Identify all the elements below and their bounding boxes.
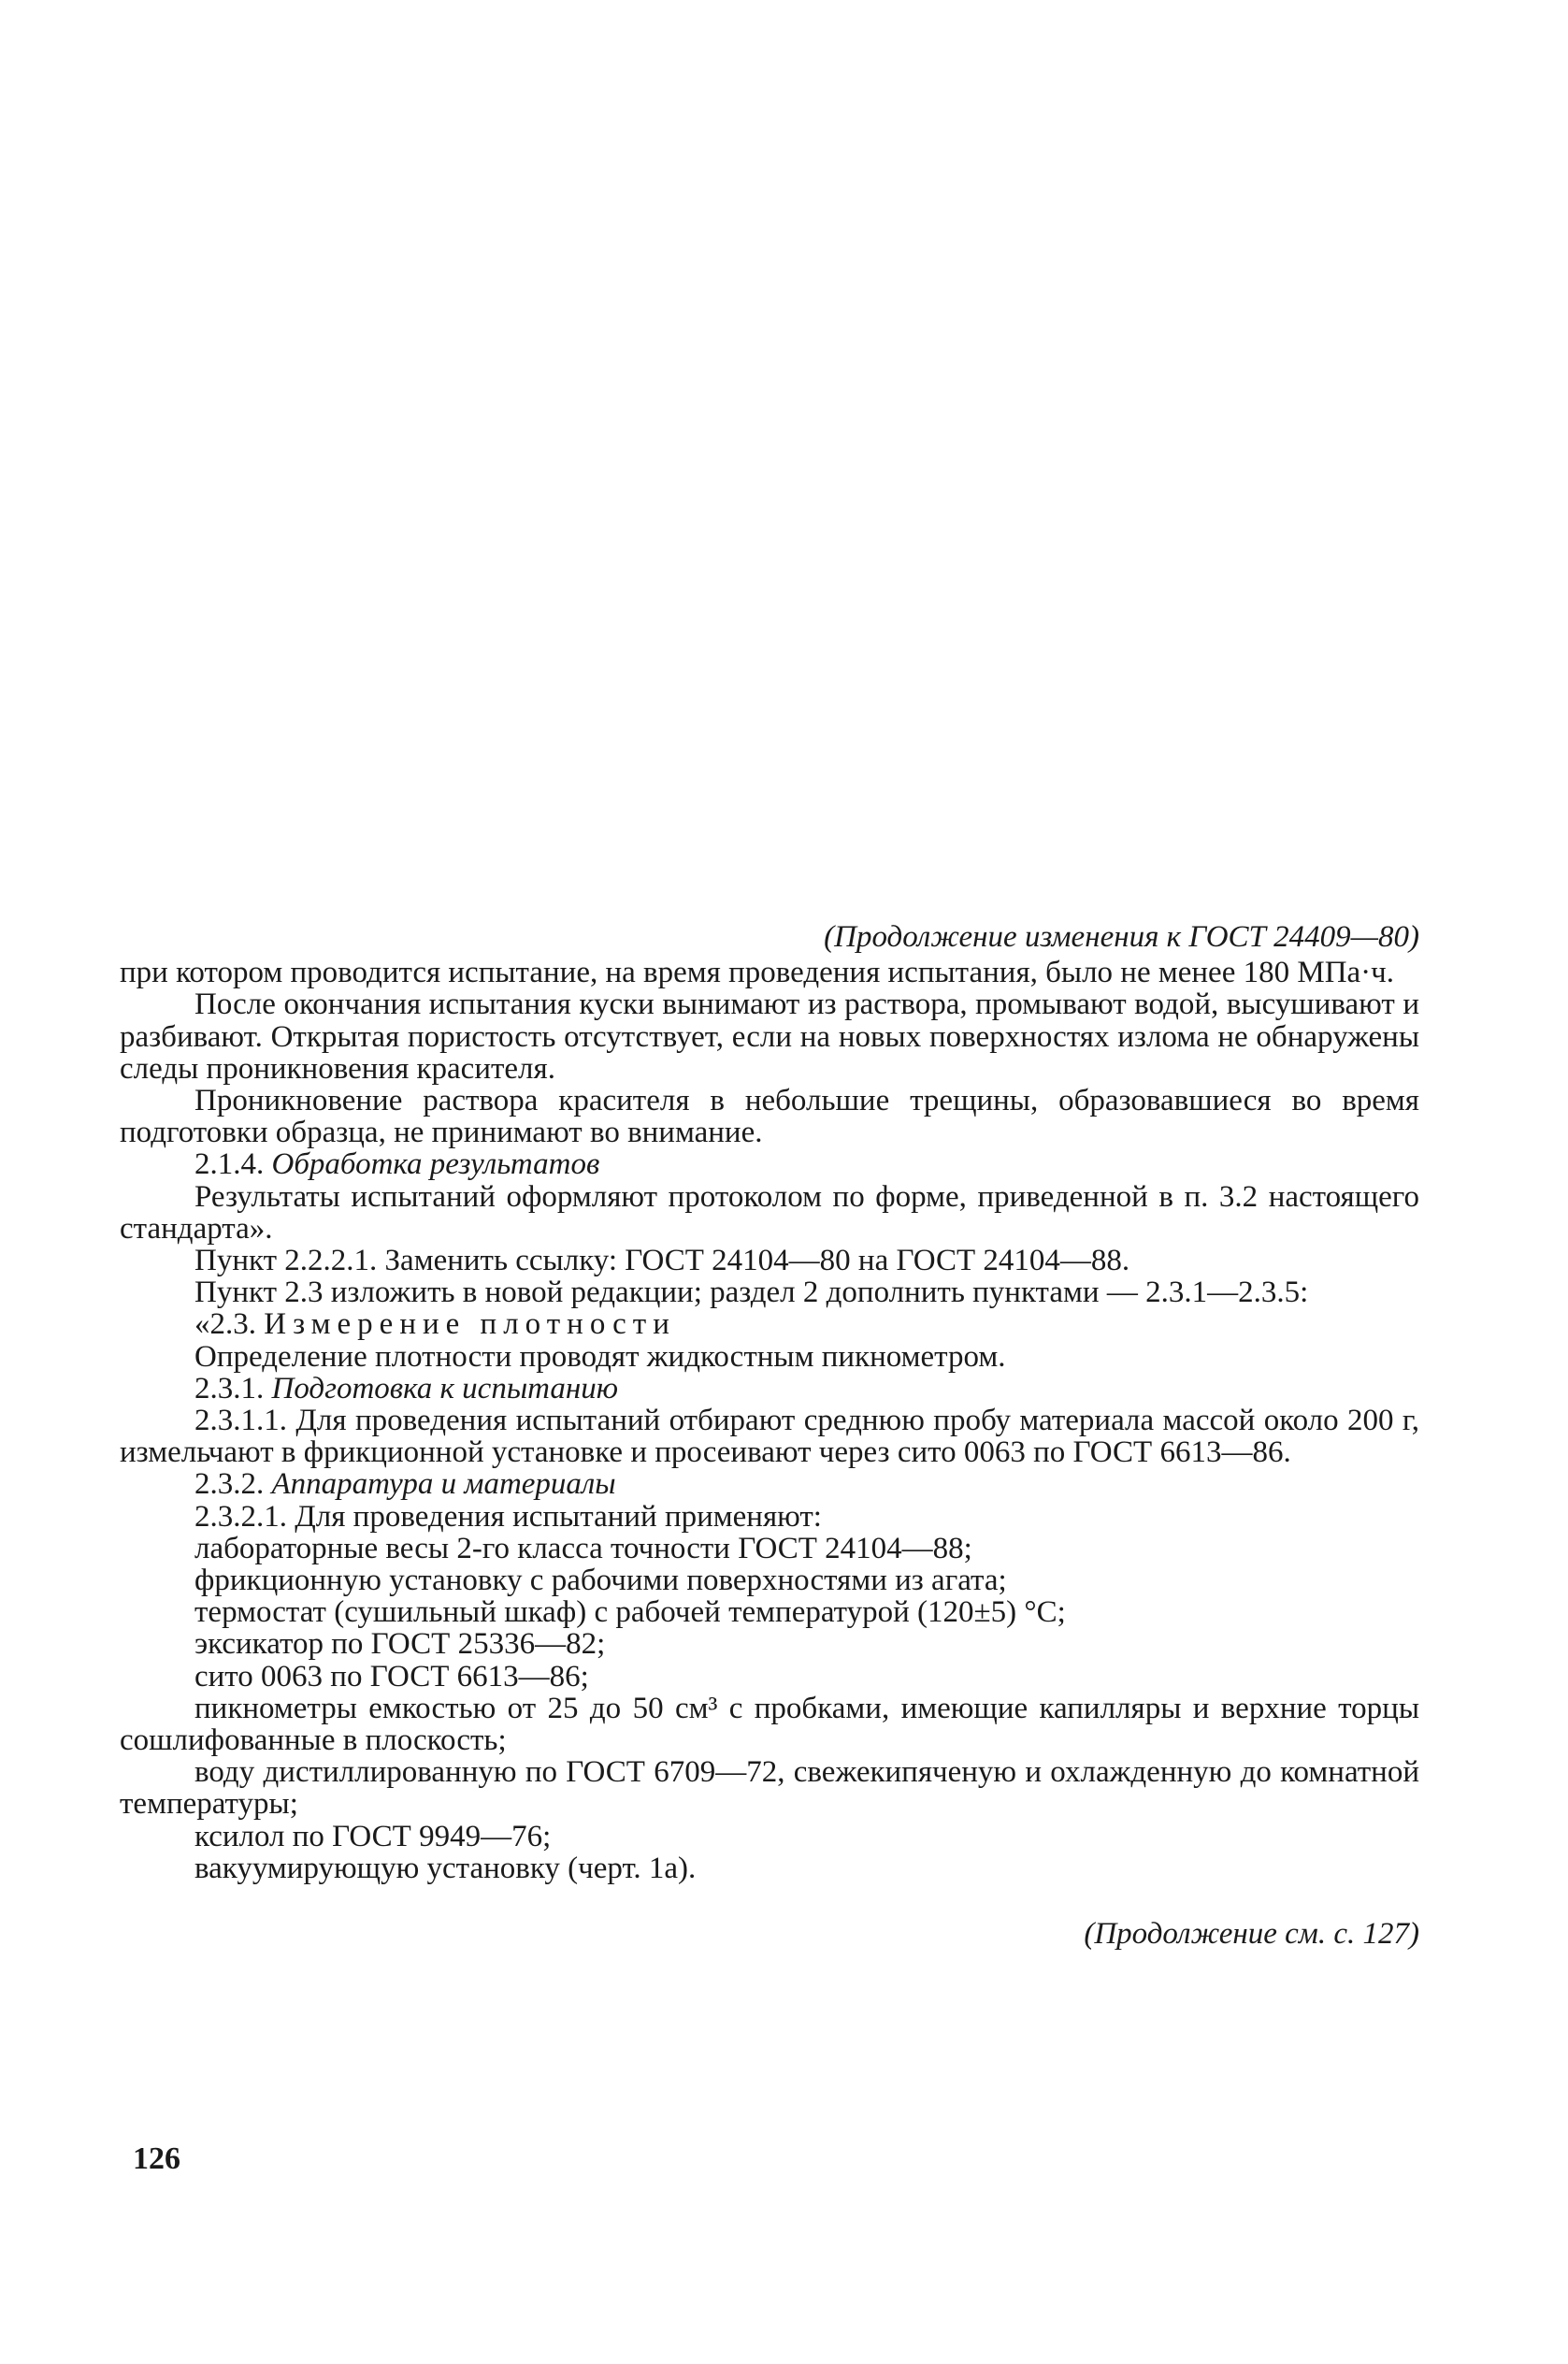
- section-number: 2.1.4.: [194, 1147, 265, 1182]
- section-title: Аппаратура и материалы: [271, 1467, 616, 1502]
- page-number: 126: [133, 2141, 180, 2176]
- paragraph: 2.3.1.1. Для проведения испытаний отбирают среднюю пробу материала массой около 200 г, измельчают в фрикционной установке и просеивают через сито 0063 по ГОСТ 6613—86.: [120, 1404, 1419, 1470]
- section-number: «2.3.: [194, 1307, 256, 1342]
- list-item: ксилол по ГОСТ 9949—76;: [194, 1819, 552, 1853]
- list-item: термостат (сушильный шкаф) с рабочей температурой (120±5) °С;: [194, 1595, 1066, 1630]
- section-title: Подготовка к испытанию: [271, 1371, 619, 1405]
- section-heading: [120, 1308, 1419, 1340]
- section-heading: [120, 1148, 1419, 1180]
- section-title: Измерение плотности: [264, 1307, 676, 1342]
- paragraph: Проникновение раствора красителя в небольшие трещины, образовавшиеся во время подготовки образца, не принимают во внимание.: [120, 1084, 1419, 1150]
- list-item: фрикционную установку с рабочими поверхностями из агата;: [194, 1564, 1007, 1598]
- paragraph: Пункт 2.3 изложить в новой редакции; раздел 2 дополнить пунктами — 2.3.1—2.3.5:: [194, 1276, 1309, 1310]
- section-number: 2.3.1.: [194, 1371, 265, 1405]
- section-title: Обработка результатов: [271, 1147, 600, 1182]
- section-heading: [120, 1373, 1419, 1405]
- list-item: вакуумирующую установку (черт. 1а).: [194, 1851, 697, 1885]
- list-item: эксикатор по ГОСТ 25336—82;: [194, 1627, 606, 1662]
- running-header: (Продолжение изменения к ГОСТ 24409—80): [824, 920, 1419, 954]
- list-item: воду дистиллированную по ГОСТ 6709—72, свежекипяченую и охлажденную до комнатной температуры;: [120, 1755, 1419, 1822]
- continuation-note: (Продолжение см. с. 127): [1084, 1917, 1419, 1952]
- section-heading: [120, 1468, 1419, 1500]
- section-number: 2.3.2.: [194, 1467, 265, 1502]
- text-block: [120, 921, 1419, 1950]
- paragraph: при котором проводится испытание, на время проведения испытания, было не менее 180 МПа·ч.: [120, 956, 1395, 990]
- paragraph: Определение плотности проводят жидкостным пикнометром.: [194, 1339, 1006, 1374]
- paragraph: После окончания испытания куски вынимают из раствора, промывают водой, высушивают и разбивают. Открытая пористость отсутствует, если на новых поверхностях излома не обнаружены следы проникновения красителя.: [120, 987, 1419, 1086]
- paragraph: 2.3.2.1. Для проведения испытаний применяют:: [194, 1499, 822, 1534]
- list-item: пикнометры емкостью от 25 до 50 см³ с пробками, имеющие капилляры и верхние торцы сошлифованные в плоскость;: [120, 1691, 1419, 1758]
- paragraph: Результаты испытаний оформляют протоколом по форме, приведенной в п. 3.2 настоящего стандарта».: [120, 1179, 1419, 1246]
- list-item: сито 0063 по ГОСТ 6613—86;: [194, 1659, 589, 1694]
- list-item: лабораторные весы 2-го класса точности ГОСТ 24104—88;: [194, 1531, 972, 1565]
- paragraph-replace-reference: Пункт 2.2.2.1. Заменить ссылку: ГОСТ 24104—80 на ГОСТ 24104—88.: [194, 1244, 1130, 1278]
